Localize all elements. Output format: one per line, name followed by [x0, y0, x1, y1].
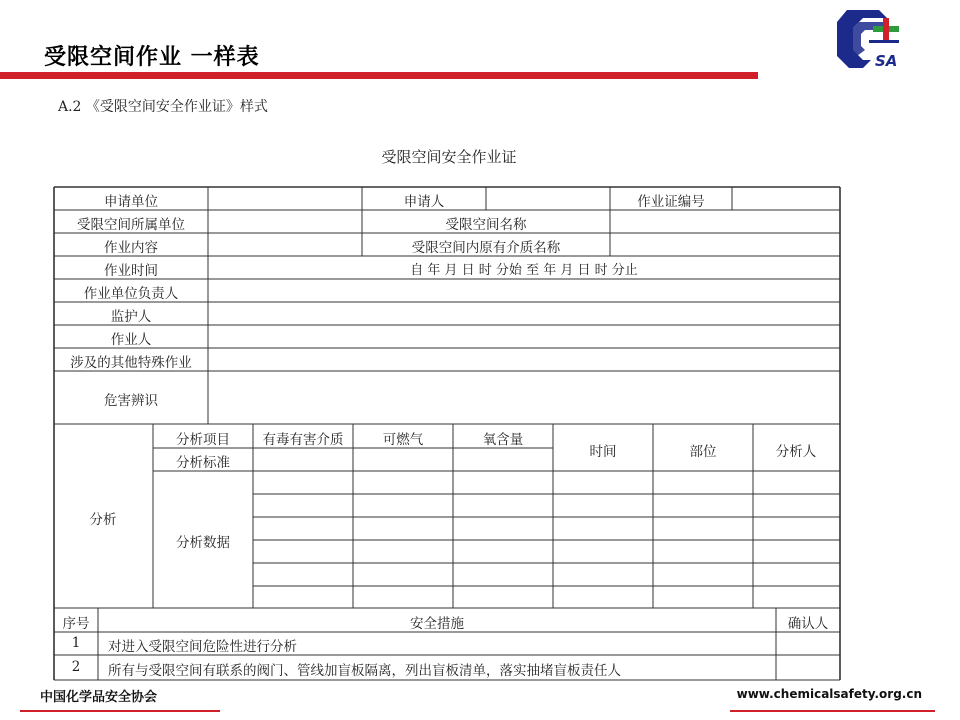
safety-header-no: 序号: [62, 616, 90, 632]
other-special-work-field[interactable]: [210, 350, 838, 370]
column-toxic-medium: 有毒有害介质: [262, 432, 344, 448]
safety-row-measure: 对进入受限空间危险性进行分析: [108, 639, 297, 655]
space-name-field[interactable]: [612, 212, 838, 232]
safety-row-no: 2: [71, 659, 81, 675]
worker-field[interactable]: [210, 327, 838, 347]
csa-logo: [817, 4, 905, 74]
label-permit-number: 作业证编号: [637, 194, 705, 210]
label-original-medium: 受限空间内原有介质名称: [411, 240, 561, 256]
form-title: 受限空间安全作业证: [381, 148, 517, 166]
column-oxygen-content: 氧含量: [482, 432, 524, 448]
guardian-field[interactable]: [210, 304, 838, 324]
logo-text: SA: [875, 52, 898, 70]
footer-rule-right: [730, 710, 935, 712]
column-flammable-gas: 可燃气: [382, 432, 424, 448]
owning-unit-field[interactable]: [210, 212, 360, 232]
footer-organization: 中国化学品安全协会: [40, 690, 158, 705]
slide-title: 受限空间作业 一样表: [44, 45, 260, 70]
label-analysis-item: 分析项目: [176, 432, 230, 448]
label-owning-unit: 受限空间所属单位: [77, 217, 185, 233]
safety-row-measure: 所有与受限空间有联系的阀门、管线加盲板隔离，列出盲板清单，落实抽堵盲板责任人: [108, 663, 621, 679]
label-work-content: 作业内容: [104, 240, 158, 256]
work-time-value: 自 年 月 日 时 分始 至 年 月 日 时 分止: [410, 263, 638, 278]
column-analyst: 分析人: [775, 444, 817, 460]
label-analysis: 分析: [89, 512, 117, 528]
work-content-field[interactable]: [210, 235, 360, 255]
label-analysis-data: 分析数据: [176, 535, 230, 551]
label-applicant: 申请人: [403, 194, 445, 210]
title-underline-bar: [0, 72, 758, 79]
footer-website[interactable]: www.chemicalsafety.org.cn: [736, 687, 922, 701]
footer-rule-left: [20, 710, 220, 712]
original-medium-field[interactable]: [612, 235, 838, 255]
safety-header-confirm: 确认人: [787, 616, 829, 632]
permit-number-field[interactable]: [734, 189, 838, 209]
column-location: 部位: [689, 444, 717, 460]
label-hazard-identification: 危害辨识: [104, 393, 158, 409]
label-applicant-unit: 申请单位: [104, 194, 158, 210]
label-analysis-standard: 分析标准: [176, 455, 230, 471]
label-guardian: 监护人: [110, 309, 152, 325]
label-other-special-work: 涉及的其他特殊作业: [70, 355, 192, 371]
safety-row-no: 1: [71, 635, 81, 651]
label-space-name: 受限空间名称: [445, 217, 527, 233]
applicant-unit-field[interactable]: [210, 189, 360, 209]
safety-header-measures: 安全措施: [410, 616, 464, 632]
label-work-unit-leader: 作业单位负责人: [83, 286, 179, 302]
applicant-field[interactable]: [488, 189, 608, 209]
label-worker: 作业人: [110, 332, 152, 348]
work-unit-leader-field[interactable]: [210, 281, 838, 301]
column-time: 时间: [589, 444, 617, 460]
label-work-time: 作业时间: [104, 263, 158, 279]
hazard-identification-field[interactable]: [210, 373, 838, 422]
section-label: A.2 《受限空间安全作业证》样式: [58, 99, 268, 115]
